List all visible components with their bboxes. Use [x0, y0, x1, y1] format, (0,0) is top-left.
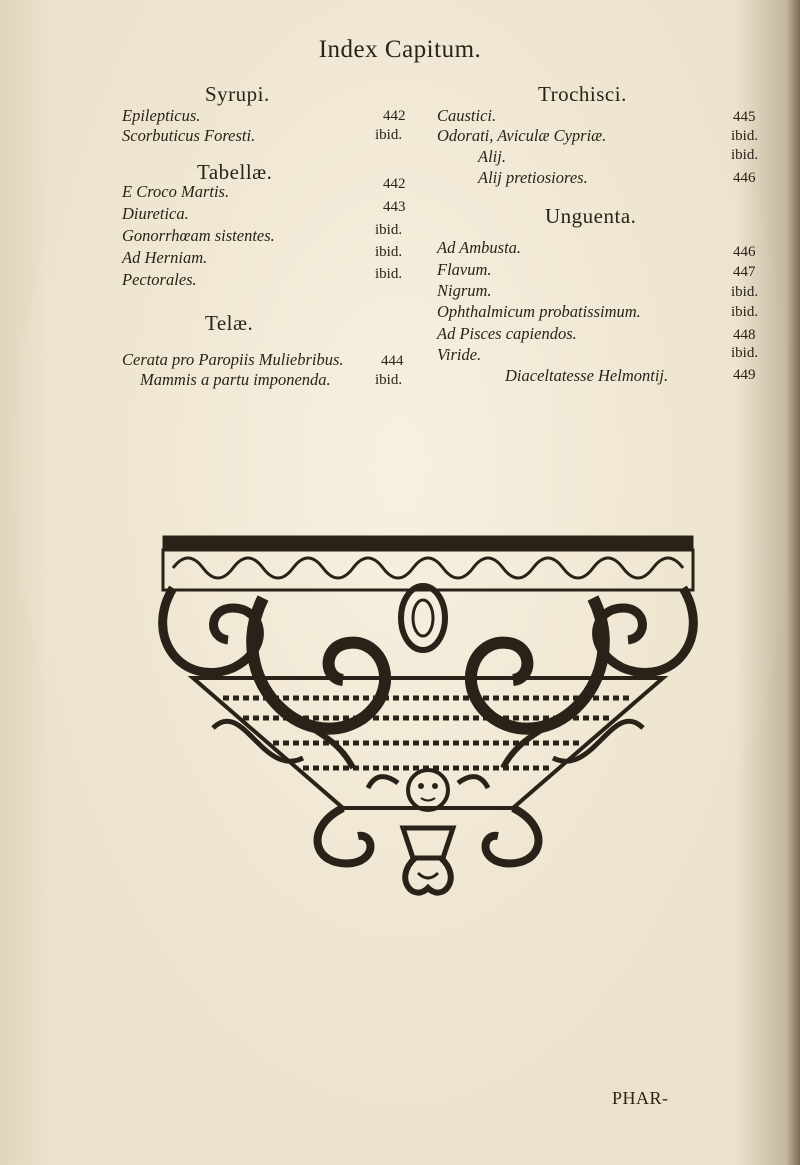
- page-reference: ibid.: [731, 345, 759, 361]
- section-heading-trochisci: Trochisci.: [538, 82, 627, 106]
- page-reference: ibid.: [375, 372, 403, 388]
- page-reference: ibid.: [731, 128, 759, 144]
- index-entry: Diaceltatesse Helmontij.: [505, 366, 669, 385]
- index-entry: E Croco Martis.: [122, 182, 230, 201]
- page-reference: ibid.: [375, 266, 403, 282]
- catchword: PHAR-: [612, 1088, 669, 1108]
- page-reference: 445: [733, 109, 756, 125]
- index-entry: Ad Herniam.: [122, 248, 208, 267]
- section-heading-telae: Telæ.: [205, 311, 254, 335]
- section-heading-tabellae: Tabellæ.: [197, 160, 273, 184]
- index-entry: Viride.: [437, 345, 482, 364]
- index-entry: Mammis a partu imponenda.: [140, 370, 331, 389]
- page-reference: 442: [383, 108, 406, 124]
- page-reference: ibid.: [375, 127, 403, 143]
- index-entry: Epilepticus.: [122, 106, 201, 125]
- index-entry: Odorati, Aviculæ Cypriæ.: [437, 126, 607, 145]
- section-heading-syrupi: Syrupi.: [205, 82, 270, 106]
- index-entry: Cerata pro Paropiis Muliebribus.: [122, 350, 344, 369]
- woodcut-tailpiece-icon: [153, 528, 703, 918]
- page-reference: 448: [733, 327, 756, 343]
- index-entry: Ophthalmicum probatissimum.: [437, 302, 641, 321]
- running-head: Index Capitum.: [318, 36, 482, 63]
- page-reference: ibid.: [731, 147, 759, 163]
- page-reference: 444: [381, 353, 404, 369]
- index-entry: Caustici.: [437, 106, 497, 125]
- page-reference: 443: [383, 199, 406, 215]
- index-entry: Ad Pisces capiendos.: [437, 324, 577, 343]
- index-entry: Ad Ambusta.: [437, 238, 522, 257]
- page-reference: ibid.: [375, 244, 403, 260]
- index-entry: Diuretica.: [122, 204, 189, 223]
- index-entry: Scorbuticus Foresti.: [122, 126, 256, 145]
- page-reference: ibid.: [375, 222, 403, 238]
- index-entry: Gonorrhœam sistentes.: [122, 226, 275, 245]
- index-entry: Flavum.: [437, 260, 492, 279]
- section-heading-unguenta: Unguenta.: [545, 204, 637, 228]
- index-entry: Pectorales.: [122, 270, 197, 289]
- page-reference: ibid.: [731, 304, 759, 320]
- page-reference: 449: [733, 367, 756, 383]
- page-reference: 446: [733, 244, 756, 260]
- page-reference: 446: [733, 170, 756, 186]
- index-entry: Nigrum.: [437, 281, 492, 300]
- page-reference: 442: [383, 176, 406, 192]
- page-reference: 447: [733, 264, 756, 280]
- page-edge-shadow: [786, 0, 800, 1165]
- index-entry: Alij pretiosiores.: [478, 168, 588, 187]
- index-entry: Alij.: [478, 147, 506, 166]
- page-reference: ibid.: [731, 284, 759, 300]
